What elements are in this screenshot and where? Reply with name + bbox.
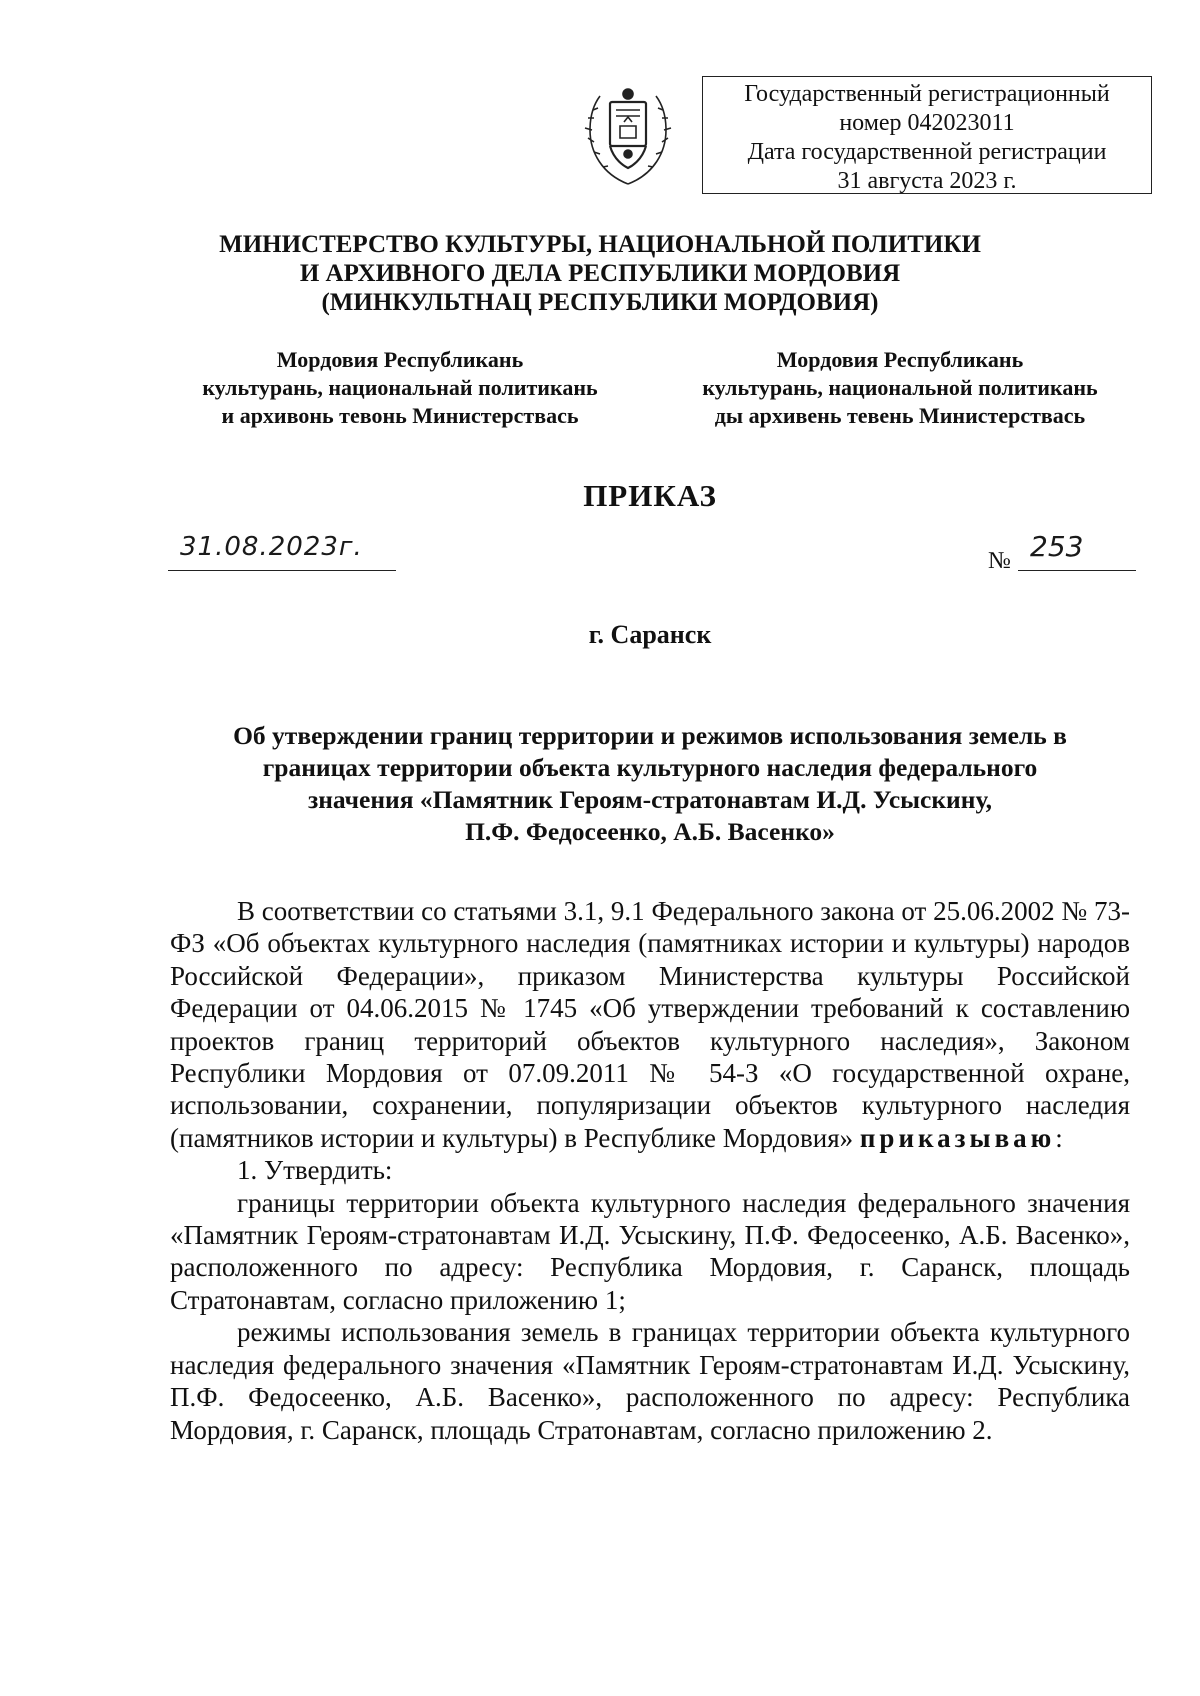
subject-line-2: границах территории объекта культурного наследия федерального bbox=[262, 753, 1038, 782]
date-field bbox=[168, 532, 396, 571]
erzya-line-2: культурань, национальной политикань bbox=[702, 375, 1098, 400]
number-field bbox=[1018, 530, 1136, 571]
moksha-line-2: культурань, национальнай политикань bbox=[202, 375, 598, 400]
order-colon: : bbox=[1055, 1122, 1063, 1153]
erzya-line-1: Мордовия Республикань bbox=[776, 347, 1024, 372]
item-1-land-use-regimes: режимы использования земель в границах территории объекта культурного наследия федерального значения «Памятник Героям-стратонавтам И.Д. Усыскину, П.Ф. Федосеенко, А.Б. Васенко», расположенного по адресу: Республика Мордовия, г. Саранск, площадь Стратонавтам, согласно приложению 2. bbox=[170, 1317, 1130, 1445]
moksha-line-3: и архивонь тевонь Министерствась bbox=[221, 403, 579, 428]
order-body bbox=[170, 895, 1130, 1446]
handwritten-date: 31.08.2023г. bbox=[180, 532, 363, 562]
order-word: приказываю bbox=[859, 1122, 1056, 1153]
registration-date: 31 августа 2023 г. bbox=[837, 168, 1017, 194]
item-1-boundaries: границы территории объекта культурного наследия федерального значения «Памятник Героям-стратонавтам И.Д. Усыскину, П.Ф. Федосеенко, А.Б. Васенко», расположенного по адресу: Республика Мордовия, г. Саранск, площадь Стратонавтам, согласно приложению 1; bbox=[170, 1187, 1130, 1315]
registration-line-1: Государственный регистрационный bbox=[744, 81, 1110, 107]
city: г. Саранск bbox=[588, 620, 712, 649]
coat-of-arms-emblem-icon bbox=[580, 82, 676, 190]
number-label: № bbox=[988, 548, 1011, 574]
subject-line-3: значения «Памятник Героям-стратонавтам И.Д. Усыскину, bbox=[307, 785, 993, 814]
ministry-name-erzya bbox=[660, 346, 1140, 430]
ministry-line-1: МИНИСТЕРСТВО КУЛЬТУРЫ, НАЦИОНАЛЬНОЙ ПОЛИТИКИ bbox=[219, 231, 981, 258]
item-1: 1. Утвердить: bbox=[237, 1155, 393, 1186]
ministry-line-2: И АРХИВНОГО ДЕЛА РЕСПУБЛИКИ МОРДОВИЯ bbox=[299, 260, 901, 287]
preamble-text: В соответствии со статьями 3.1, 9.1 Федерального закона от 25.06.2002 № 73-ФЗ «Об объектах культурного наследия (памятниках истории и культуры) народов Российской Федерации», приказом Министерства культуры Российской Федерации от 04.06.2015 № 1745 «Об утверждении требований к составлению проектов границ территорий объектов культурного наследия», Законом Республики Мордовия от 07.09.2011 № 54-З «О государственной охране, использовании, сохранении, популяризации объектов культурного наследия (памятников истории и культуры) в Республике Мордовия» bbox=[170, 896, 1130, 1153]
subject-line-4: П.Ф. Федосеенко, А.Б. Васенко» bbox=[465, 817, 835, 846]
registration-stamp bbox=[702, 76, 1152, 194]
handwritten-number: 253 bbox=[1030, 530, 1084, 563]
subject-line-1: Об утверждении границ территории и режимов использования земель в bbox=[233, 721, 1067, 750]
ministry-name-moksha bbox=[160, 346, 640, 430]
moksha-line-1: Мордовия Республикань bbox=[276, 347, 524, 372]
registration-number: номер 042023011 bbox=[839, 110, 1015, 136]
erzya-line-3: ды архивень тевень Министерствась bbox=[714, 403, 1086, 428]
preamble-paragraph bbox=[170, 895, 1130, 1154]
order-subject bbox=[170, 720, 1130, 848]
ministry-header bbox=[150, 230, 1050, 317]
ministry-line-3: (МИНКУЛЬТНАЦ РЕСПУБЛИКИ МОРДОВИЯ) bbox=[321, 289, 879, 316]
registration-line-3: Дата государственной регистрации bbox=[747, 139, 1107, 165]
order-title: ПРИКАЗ bbox=[583, 478, 717, 513]
